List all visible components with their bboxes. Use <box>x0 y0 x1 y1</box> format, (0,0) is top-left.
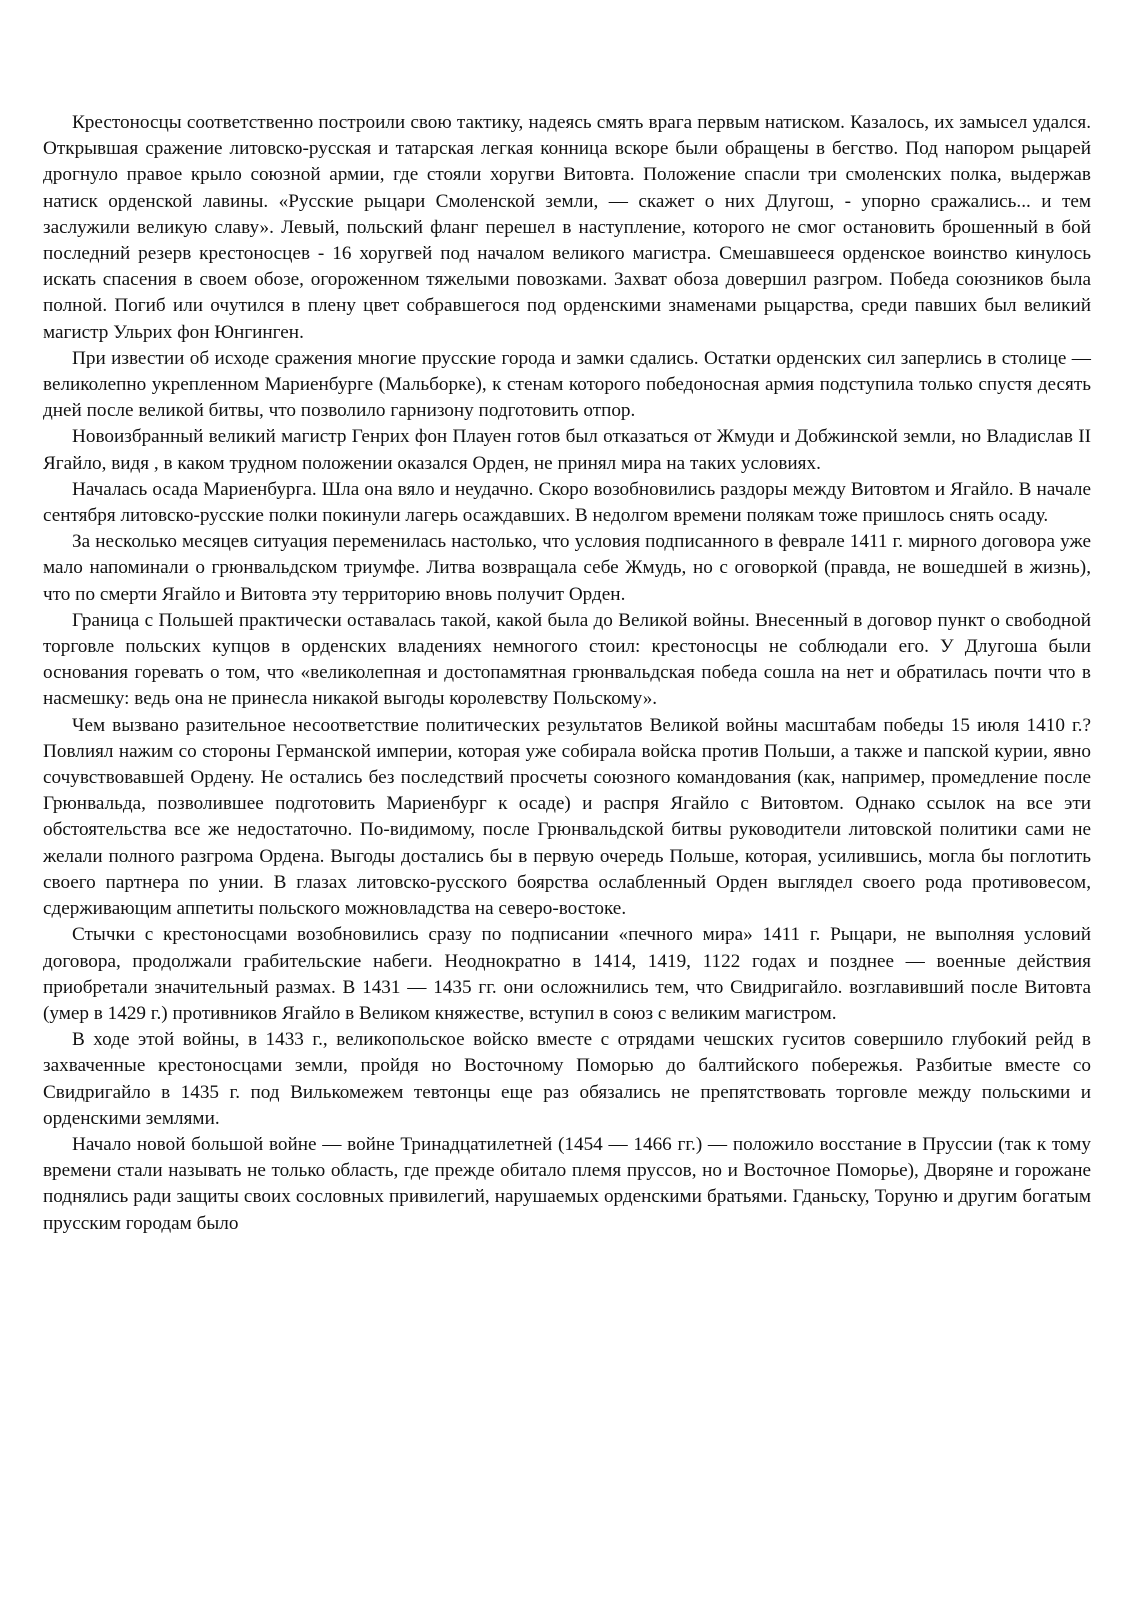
paragraph-10: Начало новой большой войне — войне Тринадцатилетней (1454 — 1466 гг.) — положило восстание в Пруссии (так к тому времени стали называть не только область, где прежде обитало племя пруссов, но и Восточное Поморье), Дворяне и горожане поднялись ради защиты своих сословных привилегий, нарушаемых орденскими братьями. Гданьску, Торуню и другим богатым прусским городам было <box>43 1133 1091 1234</box>
document-body <box>43 110 1091 1237</box>
paragraph-2: При известии об исходе сражения многие прусские города и замки сдались. Остатки орденских сил заперлись в столице — великолепно укрепленном Мариенбурге (Мальборке), к стенам которого победоносная армия подступила только спустя десять дней после великой битвы, что позволило гарнизону подготовить отпор. <box>43 347 1091 422</box>
paragraph-8: Стычки с крестоносцами возобновились сразу по подписании «печного мира» 1411 г. Рыцари, не выполняя условий договора, продолжали грабительские набеги. Неоднократно в 1414, 1419, 1122 годах и позднее — военные действия приобретали значительный размах. В 1431 — 1435 гг. они осложнились тем, что Свидригайло. возглавивший после Витовта (умер в 1429 г.) противников Ягайло в Великом княжестве, вступил в союз с великим магистром. <box>43 924 1091 1024</box>
paragraph-6: Граница с Польшей практически оставалась такой, какой была до Великой войны. Внесенный в договор пункт о свободной торговле польских купцов в орденских владениях немногого стоил: крестоносцы не соблюдали его. У Длугоша были основания горевать о том, что «великолепная и достопамятная грюнвальдская победа сошла на нет и обратилась почти что в насмешку: ведь она не принесла никакой выгоды королевству Польскому». <box>43 609 1091 710</box>
paragraph-1: Крестоносцы соответственно построили свою тактику, надеясь смять врага первым натиском. Казалось, их замысел удался. Открывшая сражение литовско-русская и татарская легкая конница вскоре были обращены в бегство. Под напором рыцарей дрогнуло правое крыло союзной армии, где стояли хоругви Витовта. Положение спасли три смоленских полка, выдержав натиск орденской лавины. «Русские рыцари Смоленской земли, — скажет о них Длугош, - упорно сражались... и тем заслужили великую славу». Левый, польский фланг перешел в наступление, которого не смог остановить брошенный в бой последний резерв крестоносцев - 16 хоругвей под началом великого магистра. Смешавшееся орденское воинство кинулось искать спасения в своем обозе, огороженном тяжелыми повозками. Захват обоза довершил разгром. Победа союзников была полной. Погиб или очутился в плену цвет собравшегося под орденскими знаменами рыцарства, среди павших был великий магистр Ульрих фон Юнгинген. <box>43 112 1091 343</box>
paragraph-3: Новоизбранный великий магистр Генрих фон Плауен готов был отказаться от Жмуди и Добжинской земли, но Владислав II Ягайло, видя , в каком трудном положении оказался Орден, не принял мира на таких условиях. <box>43 426 1091 474</box>
paragraph-5: За несколько месяцев ситуация переменилась настолько, что условия подписанного в феврале 1411 г. мирного договора уже мало напоминали о грюнвальдском триумфе. Литва возвращала себе Жмудь, но с оговоркой (правда, не вошедшей в жизнь), что по смерти Ягайло и Витовта эту территорию вновь получит Орден. <box>43 531 1091 605</box>
paragraph-4: Началась осада Мариенбурга. Шла она вяло и неудачно. Скоро возобновились раздоры между Витовтом и Ягайло. В начале сентября литовско-русские полки покинули лагерь осаждавших. В недолгом времени полякам тоже пришлось снять осаду. <box>43 478 1091 527</box>
paragraph-9: В ходе этой войны, в 1433 г., великопольское войско вместе с отрядами чешских гуситов совершило глубокий рейд в захваченные крестоносцами земли, пройдя но Восточному Поморью до балтийского побережья. Разбитые вместе со Свидригайло в 1435 г. под Вилькомежем тевтонцы еще раз обязались не препятствовать торговле между польскими и орденскими землями. <box>43 1029 1091 1129</box>
paragraph-7: Чем вызвано разительное несоответствие политических результатов Великой войны масштабам победы 15 июля 1410 г.? Повлиял нажим со стороны Германской империи, которая уже собирала войска против Польши, а также и папской курии, явно сочувствовавшей Ордену. Не остались без последствий просчеты союзного командования (как, например, промедление после Грюнвальда, позволившее подготовить Мариенбург к осаде) и распря Ягайло с Витовтом. Однако ссылок на все эти обстоятельства все же недостаточно. По-видимому, после Грюнвальдской битвы руководители литовской политики сами не желали полного разгрома Ордена. Выгоды достались бы в первую очередь Польше, которая, усилившись, могла бы поглотить своего партнера по унии. В глазах литовско-русского боярства ослабленный Орден выглядел своего рода противовесом, сдерживающим аппетиты польского можновладства на северо-востоке. <box>43 714 1091 920</box>
